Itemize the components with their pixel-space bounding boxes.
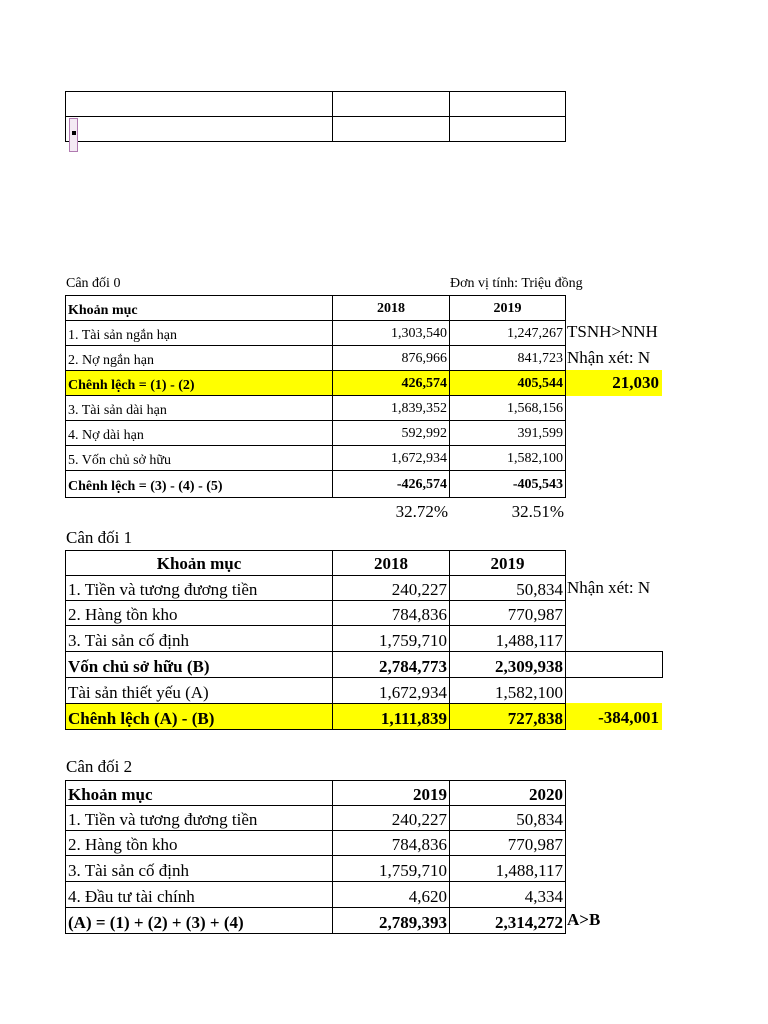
side-note: A>B xyxy=(567,910,601,929)
row-value: 1,672,934 xyxy=(332,677,450,704)
empty-bordered-cell[interactable] xyxy=(565,651,663,678)
table-cell[interactable] xyxy=(65,91,333,117)
table-1-title: Cân đối 1 xyxy=(66,528,133,547)
row-label: 1. Tiền và tương đương tiền xyxy=(65,575,333,601)
header-cell: 2018 xyxy=(332,550,450,576)
row-label: 4. Nợ dài hạn xyxy=(65,420,333,446)
row-label: 3. Tài sản cố định xyxy=(65,855,333,882)
difference-row-value: 426,574 xyxy=(332,370,450,396)
difference-row-value: 405,544 xyxy=(449,370,566,396)
row-value: 1,759,710 xyxy=(332,855,450,882)
difference-value-cell: -384,001 xyxy=(566,703,662,730)
row-label: 1. Tiền và tương đương tiền xyxy=(65,805,333,831)
difference-row-label: Chênh lệch = (1) - (2) xyxy=(65,370,333,396)
side-note: TSNH>NNH xyxy=(567,322,658,341)
row-value: 240,227 xyxy=(332,805,450,831)
row-value: -405,543 xyxy=(449,470,566,498)
header-cell: 2020 xyxy=(449,780,566,806)
row-value: 50,834 xyxy=(449,805,566,831)
header-cell: Khoản mục xyxy=(65,550,333,576)
row-value: 784,836 xyxy=(332,830,450,856)
row-value: 770,987 xyxy=(449,600,566,626)
row-value: 1,582,100 xyxy=(449,445,566,471)
row-label: 3. Tài sản cố định xyxy=(65,625,333,652)
header-cell: 2019 xyxy=(449,550,566,576)
row-label: 1. Tài sản ngắn hạn xyxy=(65,320,333,346)
row-value: 2,784,773 xyxy=(332,651,450,678)
header-cell: Khoản mục xyxy=(65,295,333,321)
row-label: Chênh lệch = (3) - (4) - (5) xyxy=(65,470,333,498)
row-value: -426,574 xyxy=(332,470,450,498)
row-value: 1,568,156 xyxy=(449,395,566,421)
row-label: 5. Vốn chủ sở hữu xyxy=(65,445,333,471)
row-label: Tài sản thiết yếu (A) xyxy=(65,677,333,704)
row-value: 1,759,710 xyxy=(332,625,450,652)
header-cell: Khoản mục xyxy=(65,780,333,806)
row-value: 1,582,100 xyxy=(449,677,566,704)
percent-value: 32.72% xyxy=(395,502,448,521)
row-value: 876,966 xyxy=(332,345,450,371)
table-cell[interactable] xyxy=(332,116,450,142)
row-label: Vốn chủ sở hữu (B) xyxy=(65,651,333,678)
row-value: 2,314,272 xyxy=(449,907,566,934)
table-0-title: Cân đối 0 xyxy=(66,276,121,291)
row-value: 1,672,934 xyxy=(332,445,450,471)
table-2-title: Cân đối 2 xyxy=(66,757,133,776)
row-value: 391,599 xyxy=(449,420,566,446)
table-cell[interactable] xyxy=(65,116,333,142)
difference-row-value: 727,838 xyxy=(449,703,566,730)
difference-row-label: Chênh lệch (A) - (B) xyxy=(65,703,333,730)
row-value: 1,303,540 xyxy=(332,320,450,346)
row-value: 2,309,938 xyxy=(449,651,566,678)
row-label: 2. Nợ ngắn hạn xyxy=(65,345,333,371)
table-cell[interactable] xyxy=(449,91,566,117)
side-note: Nhận xét: N xyxy=(567,578,651,597)
row-label: 2. Hàng tồn kho xyxy=(65,600,333,626)
row-value: 1,488,117 xyxy=(449,625,566,652)
difference-value-cell: 21,030 xyxy=(566,370,662,396)
row-value: 1,488,117 xyxy=(449,855,566,882)
cell-cursor-handle[interactable] xyxy=(69,118,78,152)
row-value: 1,247,267 xyxy=(449,320,566,346)
unit-label: Đơn vị tính: Triệu đồng xyxy=(450,276,583,291)
row-value: 592,992 xyxy=(332,420,450,446)
table-cell[interactable] xyxy=(449,116,566,142)
row-value: 50,834 xyxy=(449,575,566,601)
row-value: 4,620 xyxy=(332,881,450,908)
header-cell: 2019 xyxy=(332,780,450,806)
row-value: 841,723 xyxy=(449,345,566,371)
table-cell[interactable] xyxy=(332,91,450,117)
header-cell: 2018 xyxy=(332,295,450,321)
row-value: 2,789,393 xyxy=(332,907,450,934)
row-value: 1,839,352 xyxy=(332,395,450,421)
header-cell: 2019 xyxy=(449,295,566,321)
row-label: 3. Tài sản dài hạn xyxy=(65,395,333,421)
difference-row-value: 1,111,839 xyxy=(332,703,450,730)
row-label: (A) = (1) + (2) + (3) + (4) xyxy=(65,907,333,934)
row-value: 4,334 xyxy=(449,881,566,908)
row-value: 770,987 xyxy=(449,830,566,856)
row-value: 784,836 xyxy=(332,600,450,626)
row-value: 240,227 xyxy=(332,575,450,601)
row-label: 4. Đầu tư tài chính xyxy=(65,881,333,908)
percent-value: 32.51% xyxy=(511,502,564,521)
row-label: 2. Hàng tồn kho xyxy=(65,830,333,856)
side-note: Nhận xét: N xyxy=(567,348,651,367)
